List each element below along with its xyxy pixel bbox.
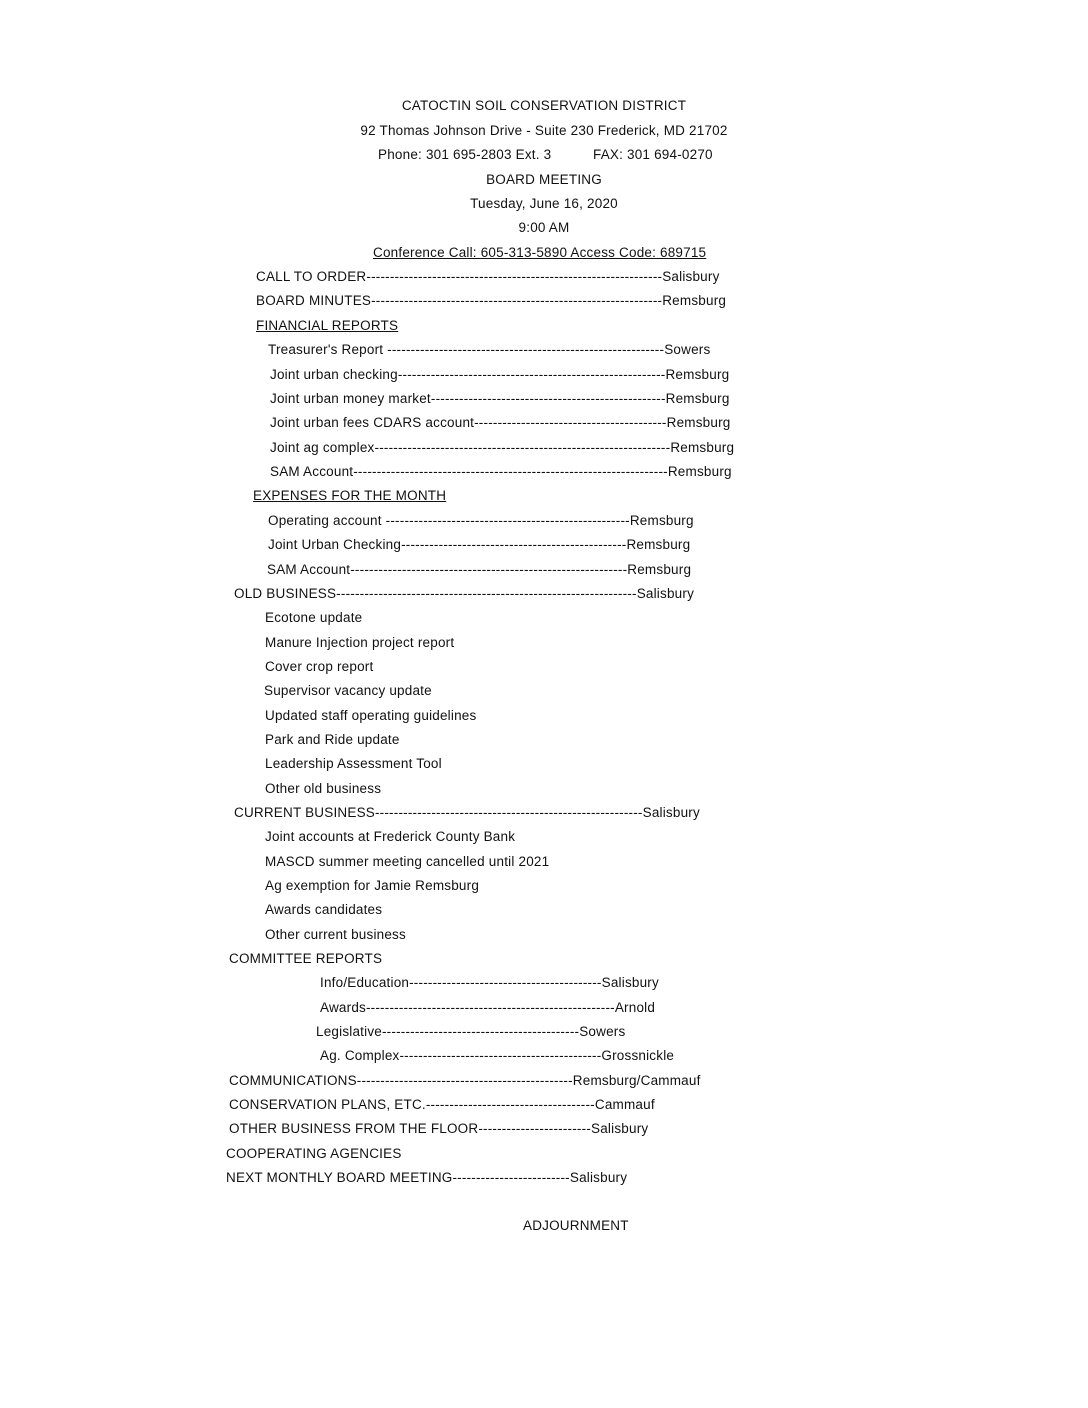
section-heading: EXPENSES FOR THE MONTH (253, 488, 447, 503)
agenda-item: Treasurer's Report -----------------------------------------------------------Sowers (268, 342, 711, 357)
agenda-item: Awards-----------------------------------------------------Arnold (320, 1000, 656, 1015)
agenda-item: OTHER BUSINESS FROM THE FLOOR------------------------Salisbury (229, 1121, 649, 1136)
agenda-item: Park and Ride update (265, 732, 400, 747)
agenda-item: Updated staff operating guidelines (265, 708, 477, 723)
agenda-item: Other current business (265, 927, 406, 942)
agenda-item: COOPERATING AGENCIES (226, 1146, 402, 1161)
agenda-item: Operating account ----------------------------------------------------Remsburg (268, 513, 694, 528)
agenda-item: SAM Account-----------------------------------------------------------Remsburg (267, 562, 692, 577)
agenda-item: Joint accounts at Frederick County Bank (265, 829, 516, 844)
meeting-time: 9:00 AM (518, 220, 570, 235)
agenda-item: CALL TO ORDER---------------------------------------------------------------Salisbury (256, 269, 720, 284)
agenda-item: OLD BUSINESS----------------------------------------------------------------Salisbury (234, 586, 695, 601)
section-heading: FINANCIAL REPORTS (256, 318, 399, 333)
agenda-item: COMMUNICATIONS----------------------------------------------Remsburg/Cammauf (229, 1073, 701, 1088)
agenda-item: NEXT MONTHLY BOARD MEETING-------------------------Salisbury (226, 1170, 628, 1185)
org-name: CATOCTIN SOIL CONSERVATION DISTRICT (401, 98, 687, 113)
agenda-item: Ag. Complex-------------------------------------------Grossnickle (320, 1048, 675, 1063)
conference-call: Conference Call: 605-313-5890 Access Code: 689715 (373, 245, 707, 260)
agenda-item: Awards candidates (265, 902, 383, 917)
agenda-item: Cover crop report (265, 659, 374, 674)
agenda-item: Info/Education-----------------------------------------Salisbury (320, 975, 659, 990)
agenda-item: Joint urban money market--------------------------------------------------Remsburg (270, 391, 730, 406)
agenda-item: Joint ag complex---------------------------------------------------------------Remsburg (270, 440, 735, 455)
agenda-item: Other old business (265, 781, 382, 796)
agenda-item: Legislative------------------------------------------Sowers (316, 1024, 626, 1039)
agenda-item: CURRENT BUSINESS---------------------------------------------------------Salisbury (234, 805, 700, 820)
agenda-item: Joint urban checking---------------------------------------------------------Remsburg (270, 367, 730, 382)
agenda-item: Ag exemption for Jamie Remsburg (265, 878, 480, 893)
agenda-item: Ecotone update (265, 610, 363, 625)
section-heading: COMMITTEE REPORTS (229, 951, 383, 966)
agenda-item: Joint Urban Checking------------------------------------------------Remsburg (268, 537, 691, 552)
agenda-item: Leadership Assessment Tool (265, 756, 442, 771)
adjournment: ADJOURNMENT (523, 1218, 629, 1233)
fax: FAX: 301 694-0270 (593, 147, 713, 162)
agenda-item: SAM Account-------------------------------------------------------------------Remsburg (270, 464, 732, 479)
agenda-item: CONSERVATION PLANS, ETC.------------------------------------Cammauf (229, 1097, 655, 1112)
agenda-item: BOARD MINUTES--------------------------------------------------------------Remsburg (256, 293, 727, 308)
agenda-item: Joint urban fees CDARS account-----------------------------------------Remsburg (270, 415, 731, 430)
agenda-item: Supervisor vacancy update (264, 683, 432, 698)
agenda-item: Manure Injection project report (265, 635, 455, 650)
agenda-item: MASCD summer meeting cancelled until 2021 (265, 854, 550, 869)
meeting-date: Tuesday, June 16, 2020 (470, 196, 618, 211)
meeting-title: BOARD MEETING (486, 172, 602, 187)
address: 92 Thomas Johnson Drive - Suite 230 Frederick, MD 21702 (360, 123, 728, 138)
phone: Phone: 301 695-2803 Ext. 3 (378, 147, 552, 162)
